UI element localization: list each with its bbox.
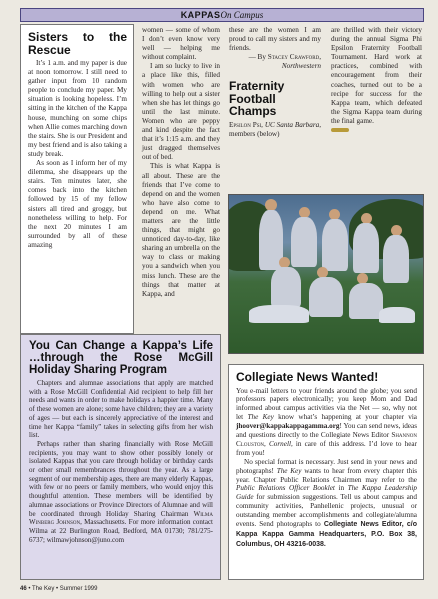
sisters-box-col1 — [20, 24, 134, 334]
football-byline-chapter: UC Santa Barbara, — [264, 120, 322, 129]
section-header — [20, 8, 424, 22]
rosemcgill-p2 — [29, 440, 213, 544]
collegiate-cornell: Cornell, — [265, 439, 293, 448]
football-byline-rest: members (below) — [229, 130, 280, 139]
collegiate-p1 — [236, 387, 417, 458]
football-byline-name: Epsilon Psi, — [229, 120, 263, 129]
rosemcgill-box — [20, 334, 221, 580]
collegiate-manual: Public Relations Officer Booklet — [236, 484, 335, 493]
collegiate-box — [228, 364, 424, 580]
collegiate-p2d: for submission suggestions. Tell us about campus and community activities, Panhellenic projects, unusual or outstanding member accomplishments and collegiate/alumna events. Send photographs to — [236, 493, 417, 529]
football-byline — [229, 121, 321, 139]
page-footer — [20, 584, 420, 594]
collegiate-key1: The Key — [247, 413, 274, 422]
sisters-col3 — [229, 26, 321, 139]
collegiate-title: Collegiate News Wanted! — [236, 370, 379, 384]
collegiate-p2b: wants to hear from every chapter this year. Chapter Public Relations Chairmen may refer to the — [236, 466, 417, 484]
sisters-p3: women — some of whom I don’t even know very well — helping me without complaint. — [142, 26, 220, 62]
rosemcgill-p1: Chapters and alumnae associations that apply are matched with a Rose McGill Confidential Aid recipient to help fill her needs and wants in order to make holidays a happier time. Many of these women are alone; some have children; they are a variety of ages — but each is sincerely appreciative of the interest and time her Kappa “family” takes in selecting gifts from her wish list. — [29, 379, 213, 440]
collegiate-email[interactable]: jhoover@kappakappagamma.org — [236, 422, 340, 431]
sisters-p1: It’s 1 a.m. and my paper is due at noon tomorrow. I still need to gather input from 10 random people to conclude my paper. My situation is looking hopeless. I’m sitting in the kitchen of the Kappa house, munching on some chips when Allie comes marching down the stairs. She is our President and my best friend and is also taking a study break. — [28, 59, 127, 158]
sisters-p2: As soon as I inform her of my dilemma, she disappears up the stairs. Ten minutes later, she comes back into the kitchen followed by 15 of my fellow sisters all tired and groggy, but nonetheless willing to help. For the next 20 minutes I am surrounded by all of these amazing — [28, 159, 127, 249]
collegiate-editor: Shannon Clouston, — [236, 431, 417, 448]
rosemcgill-p2-text: Perhaps rather than sharing financially with Rose McGill recipients, you may want to show other possibly lonely or isolated Kappas that you care through holiday or birthday cards or other small remembrances throughout the year. As a large segment of our membership ages, there are many elderly Kappas, with few or no peers or family members, who would enjoy this thoughtful attention. These members will be identified by alumnae associations or Province Directors of Alumnae and will be coordinated through Holiday Sharing Chairman — [29, 439, 213, 518]
key-ornament-icon — [331, 128, 349, 132]
collegiate-content — [236, 371, 417, 550]
collegiate-p1d: in care of this address. I’d love to hear from you! — [236, 439, 417, 457]
collegiate-guide: The Kappa Leadership Guide — [236, 484, 417, 502]
sisters-col1 — [28, 31, 127, 250]
collegiate-address: Collegiate News Editor, c/o Kappa Kappa Gamma Headquarters, P.O. Box 38, Columbus, OH 43216-0038. — [236, 521, 417, 548]
collegiate-p1b: know what’s happening at your chapter via — [273, 413, 418, 422]
rosemcgill-content — [29, 340, 213, 544]
byline-by: — By — [248, 53, 268, 62]
sisters-col2 — [142, 26, 220, 299]
collegiate-p2c: in — [334, 484, 348, 493]
byline-chapter: Northwestern — [281, 62, 321, 71]
rosemcgill-chairman: Wilma Winberg Johnson, — [29, 509, 213, 527]
sisters-title: Sisters to the Rescue — [28, 30, 127, 57]
sisters-p6: these are the women I am proud to call my sisters and my friends. — [229, 26, 321, 53]
page-number: 46 — [20, 586, 27, 592]
rosemcgill-title: You Can Change a Kappa’s Life …through the Rose McGill Holiday Sharing Program — [29, 340, 213, 376]
collegiate-p2a: No special format is necessary. Just send in your news and photographs! — [236, 457, 417, 475]
footer-text: • The Key • Summer 1999 — [26, 586, 98, 592]
rosemcgill-p2-rest: Massachusetts. For more information contact Wilma at 22 Burlington Road, Bedford, MA 01730; 781/275-6737; wilmawjohnson@juno.com — [29, 518, 214, 544]
collegiate-p1a: You e-mail letters to your friends around the globe; you send professors papers electronically; you keep Mom and Dad informed about campus activities via the Net — so, why not let — [236, 386, 417, 422]
football-p1: are thrilled with their victory during the annual Sigma Phi Epsilon Fraternity Football Tournament. Hard work at practices, combined with encouragement from their coaches, turned out to be a recipe for success for the Kappa team, which defeated the Sigma Kappa team during the final game. — [331, 26, 422, 125]
collegiate-p1c: ! You can send news, ideas and questions directly to the Collegiate News Editor — [236, 422, 417, 440]
sisters-byline — [229, 53, 321, 71]
sisters-p5: This is what Kappa is all about. These are the friends that I’ve come to depend on and the women who have also come to depend on me. What matters are the little things, that might go unnoticed day-to-day, like sharing an umbrella on the way to class or making you a sandwich when you miss lunch. These are the things that matter at Kappa, and — [142, 162, 220, 298]
sisters-p4: I am so lucky to live in a place like this, filled with women who are willing to help out a sister when she has let things go until the last minute. Women who are peppy and kind despite the fact that it’s 1:15 a.m. and they just dragged themselves out of bed. — [142, 62, 220, 162]
collegiate-p2 — [236, 458, 417, 550]
header-brand: KAPPAS — [180, 10, 221, 20]
collegiate-key2: The Key — [276, 466, 302, 475]
football-col4 — [331, 26, 422, 135]
header-section: On Campus — [220, 10, 264, 20]
team-photo — [228, 194, 424, 354]
football-title: Fraternity Football Champs — [229, 79, 285, 119]
byline-name: Stacey Crawford, — [267, 53, 321, 62]
